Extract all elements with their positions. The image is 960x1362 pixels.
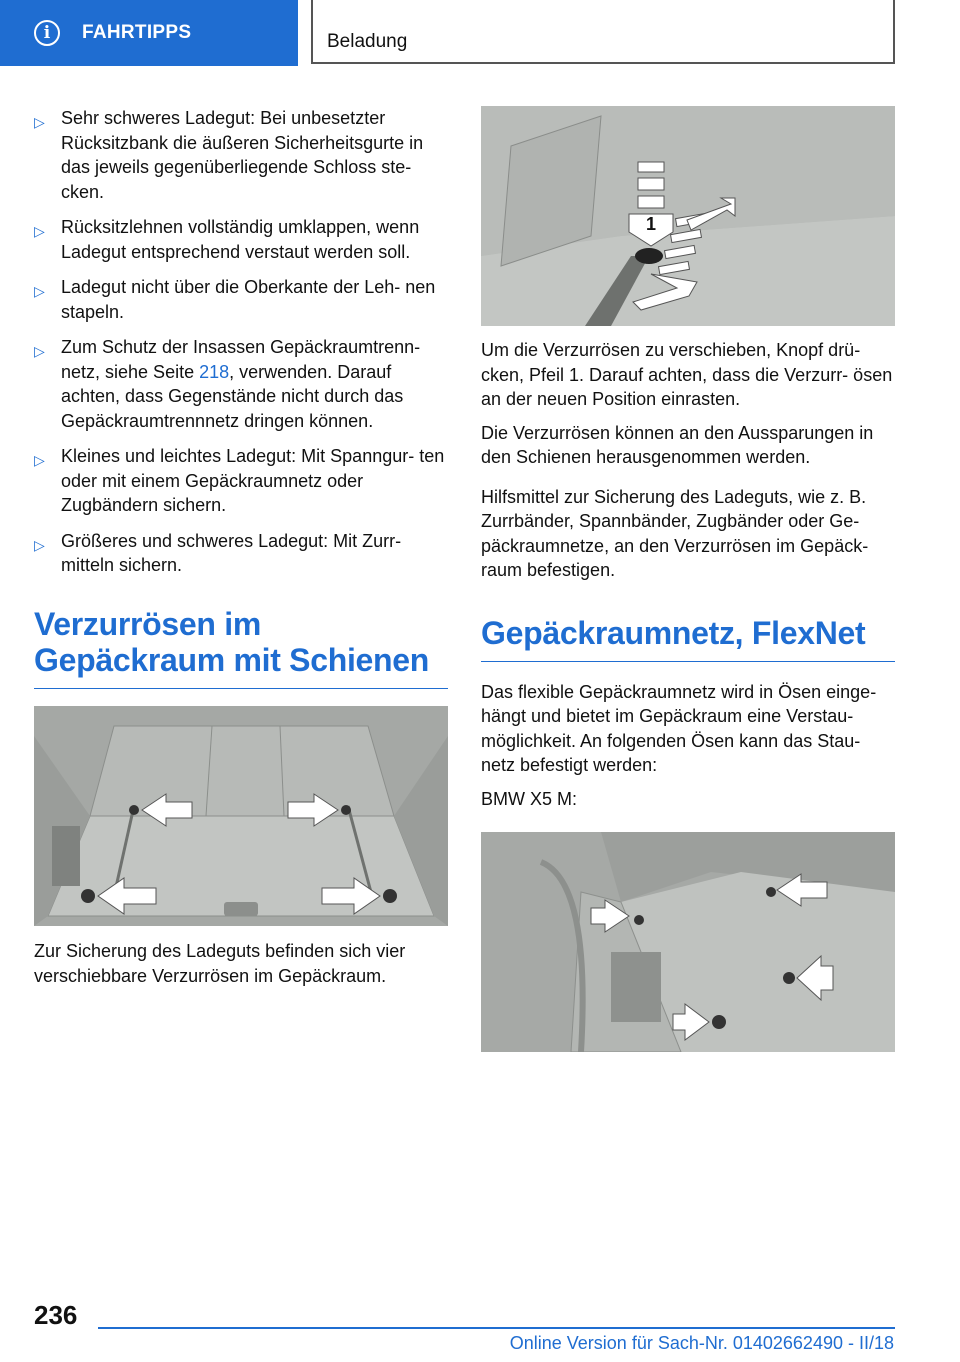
triangle-bullet-icon: ▷ <box>34 283 45 299</box>
paragraph: Um die Verzurrösen zu verschieben, Knopf drü‐ cken, Pfeil 1. Darauf achten, dass die Verzurr‐ ösen an der neuen Position einrasten. <box>481 340 893 409</box>
triangle-bullet-icon: ▷ <box>34 536 45 553</box>
paragraph: Das flexible Gepäckraumnetz wird in Ösen einge‐ hängt und bietet im Gepäckraum eine Verstau‐ möglichkeit. An folgenden Ösen kann das Stau‐ netz befestigt werden: <box>481 681 877 775</box>
paragraph: Hilfsmittel zur Sicherung des Ladeguts, wie z. B. Zurrbänder, Spannbänder, Zugbänder oder Ge‐ päckraumnetze, an den Verzurrösen im Gepäck‐ raum befestigen. <box>481 486 869 580</box>
section-heading: Gepäckraumnetz, FlexNet <box>481 615 895 662</box>
heading-wrap-left <box>34 606 448 689</box>
section-heading: Verzurrösen im Gepäckraum mit Schienen <box>34 606 448 689</box>
info-icon: i <box>34 20 60 46</box>
triangle-bullet-icon: ▷ <box>34 343 45 359</box>
arrow-number-label: 1 <box>645 214 657 234</box>
triangle-bullet-icon: ▷ <box>34 223 45 239</box>
figure-caption: Zur Sicherung des Ladeguts befinden sich vier verschiebbare Verzurrösen im Gepäckraum. <box>34 941 406 986</box>
page-link[interactable]: 218 <box>199 361 230 382</box>
triangle-bullet-icon: ▷ <box>34 114 45 130</box>
cargo-area-figure <box>34 706 448 926</box>
chapter-title: Beladung <box>327 31 408 52</box>
page-number: 236 <box>34 1300 78 1330</box>
cargo-area-illustration <box>34 706 448 926</box>
x5m-cargo-figure <box>481 832 895 1052</box>
right-column <box>481 338 895 811</box>
rail-detail-illustration <box>481 106 895 326</box>
left-caption-wrap <box>34 939 448 988</box>
list-item: ▷ Größeres und schweres Ladegut: Mit Zurr‐ mitteln sichern. <box>34 530 402 575</box>
footer-version-text: Online Version für Sach-Nr. 01402662490 - II/18 <box>509 1333 894 1353</box>
triangle-bullet-icon: ▷ <box>34 452 45 468</box>
instruction-list <box>34 106 448 578</box>
list-item: ▷ Kleines und leichtes Ladegut: Mit Spanngur‐ ten oder mit einem Gepäckraumnetz oder Zugbändern sichern. <box>34 446 445 515</box>
footer-divider <box>98 1327 895 1329</box>
left-column <box>34 106 448 589</box>
paragraph: Die Verzurrösen können an den Aussparungen in den Schienen herausgenommen werden. <box>481 422 874 467</box>
rail-detail-figure <box>481 106 895 326</box>
list-item: ▷ Zum Schutz der Insassen Gepäckraumtrenn‐ netz, siehe Seite 218, verwenden. Darauf achten, dass Gegenstände nicht durch das Gepäckraumtrennnetz dringen können. <box>34 337 421 431</box>
section-tab[interactable] <box>0 0 298 66</box>
list-item: ▷ Sehr schweres Ladegut: Bei unbesetzter Rücksitzbank die äußeren Sicherheitsgurte in das jeweils gegenüberliegende Schloss ste‐ cken. <box>34 108 424 202</box>
paragraph: BMW X5 M: <box>481 788 578 809</box>
list-item: ▷ Rücksitzlehnen vollständig umklappen, wenn Ladegut entsprechend verstaut werden soll. <box>34 217 420 262</box>
section-label: FAHRTIPPS <box>82 22 192 43</box>
x5m-cargo-illustration <box>481 832 895 1052</box>
chapter-header <box>311 0 895 64</box>
list-item: ▷ Ladegut nicht über die Oberkante der Leh‐ nen stapeln. <box>34 277 436 322</box>
